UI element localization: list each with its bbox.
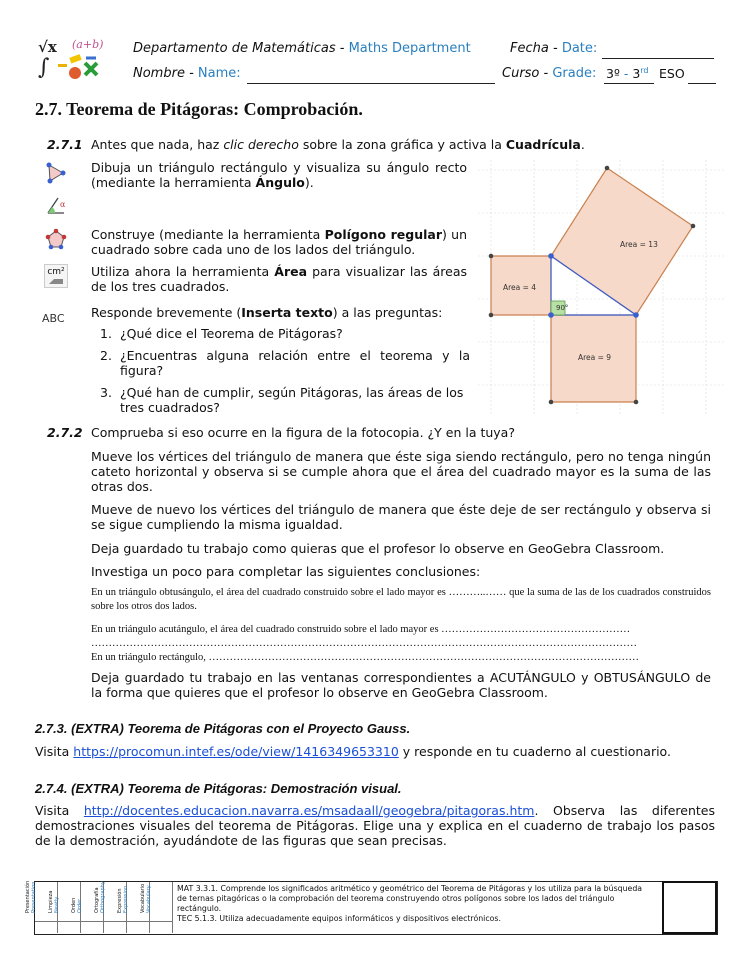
separator: - — [539, 66, 553, 81]
pythagoras-figure — [478, 160, 726, 416]
course-underline — [604, 83, 654, 84]
step4-text-a: Responde brevemente ( — [91, 305, 242, 320]
question-2: 2. ¿Encuentras alguna relación entre el teorema y la figura? — [100, 348, 470, 378]
rubric-col-en: Order — [77, 898, 83, 913]
course-value-2: 3 — [632, 66, 641, 82]
step4-text-b: ) a las preguntas: — [332, 305, 443, 320]
name-es: Nombre — [133, 66, 185, 81]
conclusion-acute: En un triángulo acutángulo, el área del cuadrado construido sobre el lado mayor es ……………………………………………… — [91, 624, 631, 635]
text-tool-icon: ABC — [42, 312, 65, 325]
intro-text-b: sobre la zona gráfica y activa la — [298, 137, 506, 152]
rubric-col-es: Orden — [71, 897, 77, 913]
section-274-pre: Visita — [35, 803, 84, 818]
course-label — [502, 66, 596, 81]
svg-text:α: α — [60, 200, 66, 209]
rubric-score-row — [35, 921, 173, 934]
course-level-underline — [688, 83, 716, 84]
exercise-272-intro: Comprueba si eso ocurre en la figura de la fotocopia. ¿Y en la tuya? — [91, 425, 515, 440]
question-1: 1. ¿Qué dice el Teorema de Pitágoras? — [100, 326, 343, 341]
ab-logo-glyph: (a+b) — [72, 38, 104, 51]
standard-tec-513: TEC 5.1.3. Utiliza adecuadamente equipos informáticos y dispositivos electrónicos. — [177, 914, 501, 923]
rubric-box — [25, 880, 718, 935]
exercise-number-272: 2.7.2 — [47, 425, 83, 440]
step3-strong: Área — [274, 264, 308, 279]
rubric-col-en: Orthography — [100, 881, 106, 913]
separator: - — [184, 66, 198, 81]
section-274-title: 2.7.4. (EXTRA) Teorema de Pitágoras: Demostración visual. — [35, 781, 402, 796]
step3-text-b: para visualizar las áreas de los tres cuadrados. — [91, 264, 468, 294]
area-tool-icon-label: cm² — [47, 267, 65, 277]
rubric-col-es: Limpieza — [48, 890, 54, 913]
area-tool-icon — [44, 264, 68, 288]
area-label-left: Area = 4 — [503, 283, 537, 292]
name-label — [133, 66, 241, 81]
course-dash: - — [619, 66, 633, 82]
area-label-bottom: Area = 9 — [578, 353, 612, 362]
course-value — [606, 66, 649, 81]
rubric-col-en: Neatly — [54, 896, 60, 913]
section-274-text — [35, 803, 715, 848]
date-label — [510, 41, 597, 56]
course-level: ESO — [659, 66, 685, 81]
step-answer — [91, 305, 467, 320]
department-es: Departamento de Matemáticas — [133, 41, 336, 56]
rubric-col-en: Presentation — [31, 881, 37, 913]
course-value-2-sup: rd — [640, 66, 649, 75]
separator: - — [548, 41, 562, 56]
date-field[interactable] — [602, 58, 714, 59]
tools-logo-icon — [56, 54, 104, 82]
paragraph-not-right: Mueve de nuevo los vértices del triángulo de manera que éste deje de ser rectángulo y observa si se sigue cumpliendo la misma igualdad. — [91, 502, 711, 532]
question-2-text: ¿Encuentras alguna relación entre el teorema y la figura? — [120, 348, 470, 378]
intro-text-a: Antes que nada, haz — [91, 137, 224, 152]
section-273-pre: Visita — [35, 744, 74, 759]
name-en: Name: — [197, 66, 241, 81]
department-en: Maths Department — [348, 41, 471, 56]
integral-logo-glyph: ∫ — [38, 55, 50, 80]
step2-strong: Polígono regular — [324, 227, 442, 242]
step1-text-b: ). — [304, 175, 314, 190]
navarra-link[interactable]: http://docentes.educacion.navarra.es/msadaall/geogebra/pitagoras.htm — [83, 803, 535, 818]
conclusion-acute-continuation: ………………………………………………………………………………………………………………………………………… — [91, 638, 637, 649]
question-3: 3. ¿Qué han de cumplir, según Pitágoras, las áreas de los tres cuadrados? — [100, 385, 470, 415]
rubric-standards — [177, 884, 653, 924]
rubric-col-en: Expression — [123, 885, 129, 913]
area-label-hypotenuse: Area = 13 — [620, 240, 658, 249]
step2-text-a: Construye (mediante la herramienta — [91, 227, 325, 242]
rubric-col-es: Ortografía — [94, 887, 100, 913]
course-value-1: 3º — [606, 66, 620, 82]
triangle-tool-icon — [44, 161, 68, 189]
regular-polygon-tool-icon — [44, 228, 68, 256]
paragraph-move-vertices: Mueve los vértices del triángulo de manera que éste siga siendo rectángulo, pero no tenga ningún cateto horizontal y observa si se cumple ahora que el área del cuadrado mayor es la suma de las otras dos. — [91, 449, 711, 494]
rubric-criteria — [25, 880, 173, 933]
section-273-post: y responde en tu cuaderno al cuestionario. — [398, 744, 671, 759]
rubric-col-es: Presentación — [25, 880, 31, 913]
course-es: Curso — [502, 66, 540, 81]
step1-strong: Ángulo — [255, 175, 305, 190]
step-construct-squares — [91, 227, 467, 257]
course-en: Grade: — [552, 66, 597, 81]
conclusion-obtuse: En un triángulo obtusángulo, el área del cuadrado construido sobre el lado mayor es ………..…… que la suma de las de los cuadrados construidos sobre los otros dos lados. — [91, 587, 711, 612]
page-title: 2.7. Teorema de Pitágoras: Comprobación. — [35, 99, 363, 119]
separator: - — [335, 41, 349, 56]
section-273-text — [35, 744, 725, 759]
angle-tool-icon — [44, 193, 68, 221]
intro-emphasis: clic derecho — [223, 137, 299, 152]
step2-text-b: ) un cuadrado sobre cada uno de los lados del triángulo. — [91, 227, 467, 257]
rubric-col-es: Vocabulario — [140, 883, 146, 913]
step-show-areas — [91, 264, 467, 294]
paragraph-save-work: Deja guardado tu trabajo como quieras que el profesor lo observe en GeoGebra Classroom. — [91, 541, 665, 556]
conclusion-right: En un triángulo rectángulo, …………………………………………………………………………………………………………… — [91, 652, 640, 663]
question-3-text: ¿Qué han de cumplir, según Pitágoras, las áreas de los tres cuadrados? — [120, 385, 464, 415]
grade-box[interactable] — [662, 881, 717, 934]
angle-label: 90° — [556, 304, 569, 312]
date-es: Fecha — [510, 41, 549, 56]
step1-text-a: Dibuja un triángulo rectángulo y visualiza su ángulo recto (mediante la herramienta — [91, 160, 467, 190]
section-274-post: . Observa las diferentes demostraciones visuales del teorema de Pitágoras. Elige una y explica en el cuaderno de trabajo los pasos de la demostración, ayudándote de las figuras que sean precisas. — [35, 803, 715, 848]
question-1-text: ¿Qué dice el Teorema de Pitágoras? — [120, 326, 343, 341]
step4-strong: Inserta texto — [241, 305, 333, 320]
exercise-number-271: 2.7.1 — [47, 137, 83, 152]
paragraph-investigate: Investiga un poco para completar las siguientes conclusiones: — [91, 564, 481, 579]
procomun-link[interactable]: https://procomun.intef.es/ode/view/1416349653310 — [73, 744, 399, 759]
intro-strong: Cuadrícula — [505, 137, 581, 152]
date-en: Date: — [561, 41, 598, 56]
standard-mat-331: MAT 3.3.1. Comprende los significados aritmético y geométrico del Teorema de Pitágoras y los utiliza para la búsqueda de ternas pitagóricas o la comprobación del teorema construyendo otros polígonos sobre los lados del triángulo rectángulo. — [177, 884, 643, 913]
logo — [36, 38, 108, 82]
paragraph-save-windows: Deja guardado tu trabajo en las ventanas correspondientes a ACUTÁNGULO y OBTUSÁNGULO de la forma que quieres que el profesor lo observe en GeoGebra Classroom. — [91, 670, 711, 700]
rubric-col-es: Expresión — [117, 888, 123, 913]
rubric-col-en: Vocabulary — [146, 885, 152, 913]
step3-text-a: Utiliza ahora la herramienta — [91, 264, 275, 279]
section-273-title: 2.7.3. (EXTRA) Teorema de Pitágoras con el Proyecto Gauss. — [35, 721, 411, 736]
department-line — [133, 41, 471, 56]
exercise-271-intro — [91, 137, 731, 152]
name-field[interactable] — [247, 83, 495, 84]
sqrt-logo-glyph: √x — [38, 38, 57, 56]
intro-text-c: . — [580, 137, 585, 152]
step-draw-triangle — [91, 160, 467, 190]
